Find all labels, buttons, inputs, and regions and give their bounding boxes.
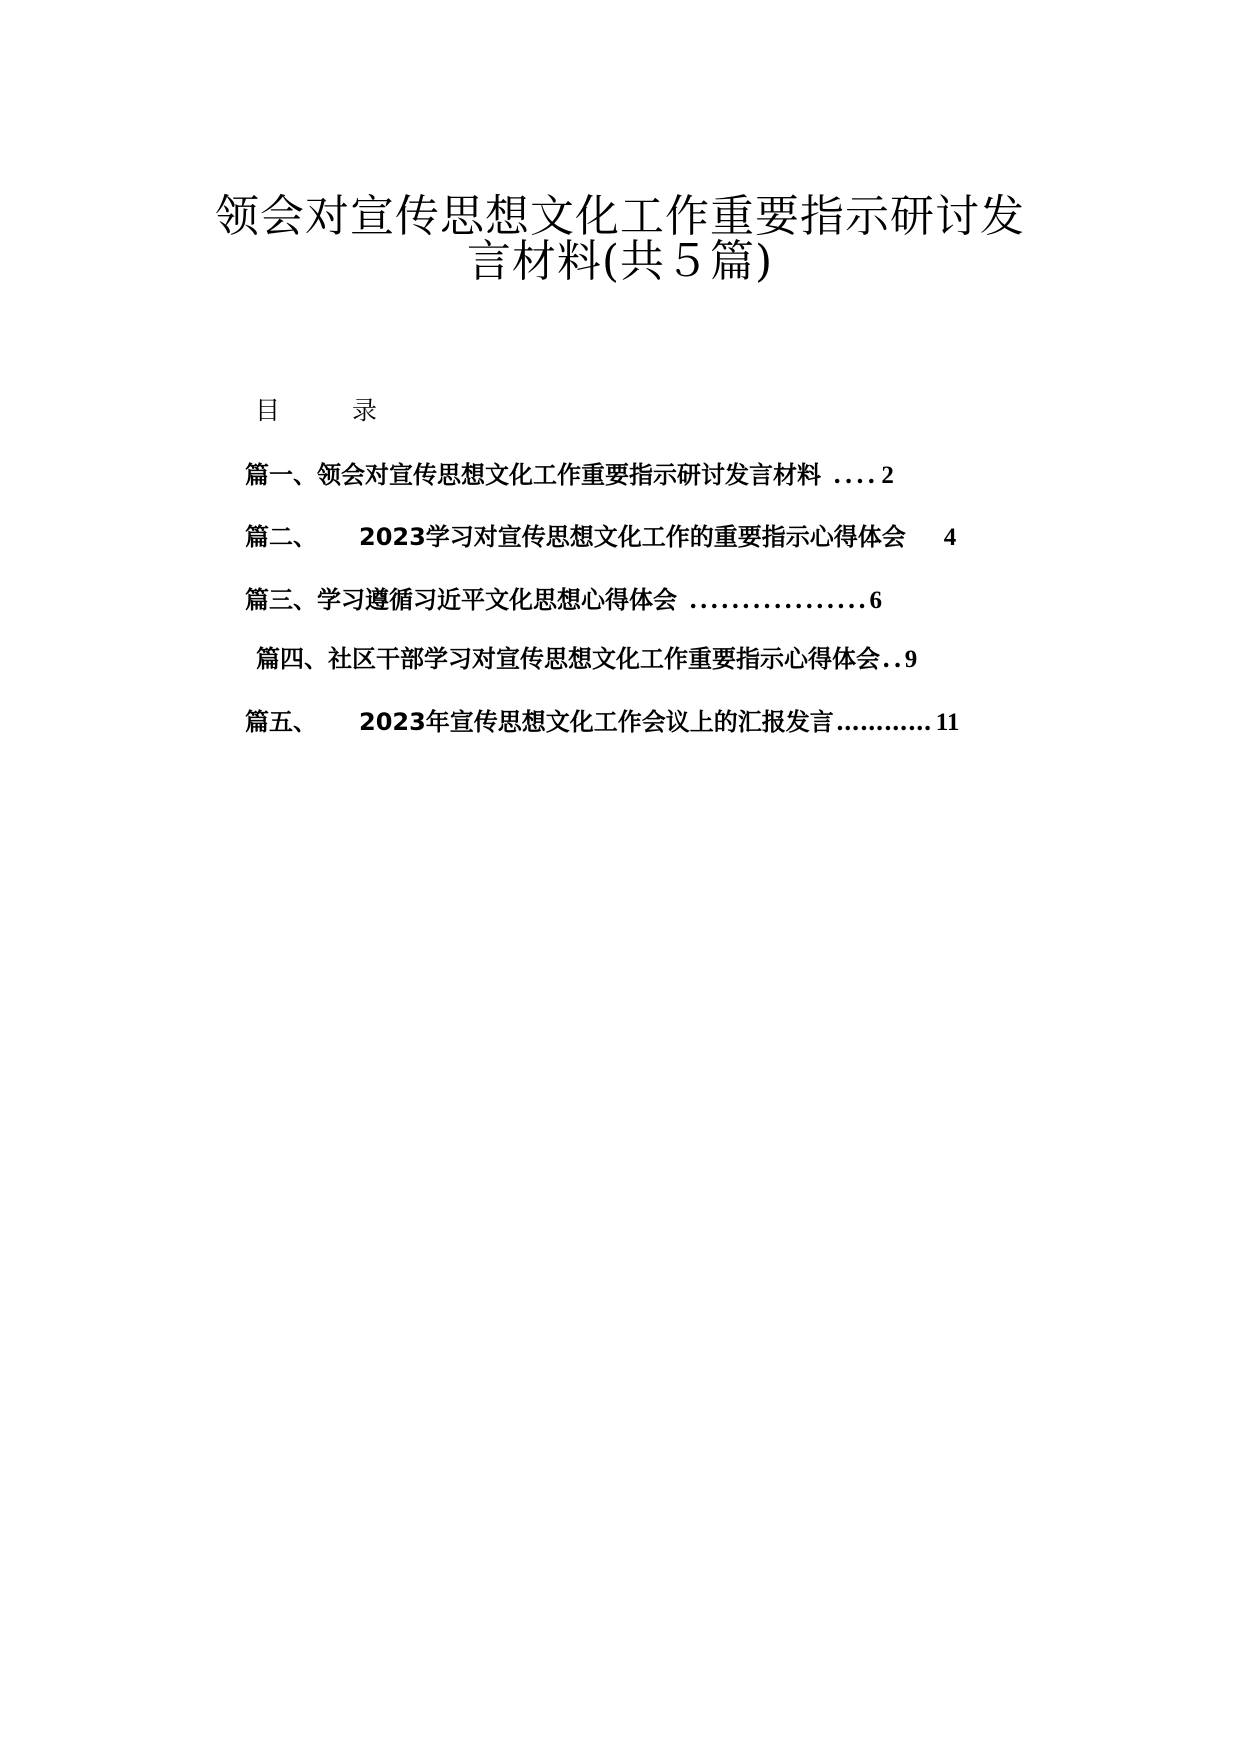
toc-entry[interactable]: [245, 458, 894, 492]
document-title-line-2: 言材料(共５篇): [466, 236, 774, 287]
toc-entry-title: 社区干部学习对宣传思想文化工作重要指示心得体会: [328, 645, 880, 673]
toc-entry-page-number: 9: [904, 645, 918, 673]
toc-entry-prefix: 篇三、: [245, 586, 317, 614]
toc-entry-prefix: 篇四、: [256, 645, 328, 673]
toc-entry-title: 2023年宣传思想文化工作会议上的汇报发言: [359, 708, 834, 736]
toc-entry-prefix: 篇二、: [245, 523, 317, 551]
toc-entry[interactable]: [245, 520, 956, 554]
toc-entry-leader: .................: [689, 585, 869, 614]
document-title-line-1: 领会对宣传思想文化工作重要指示研讨发: [215, 191, 1025, 242]
toc-entry-leader: ..: [882, 644, 905, 673]
toc-entry[interactable]: [245, 583, 882, 617]
toc-entry-title: 2023学习对宣传思想文化工作的重要指示心得体会: [359, 523, 906, 551]
toc-heading: 目 录: [255, 396, 409, 425]
toc-entry[interactable]: [245, 705, 959, 739]
toc-entry-page-number: 2: [881, 461, 894, 489]
toc-entry-page-number: 11: [935, 708, 960, 736]
toc-entry-prefix: 篇一、: [245, 461, 317, 489]
toc-entry-leader: ....: [833, 460, 879, 489]
toc-entry-prefix: 篇五、: [245, 708, 317, 736]
toc-entry[interactable]: [256, 642, 917, 676]
toc-entry-leader: …………: [835, 707, 932, 736]
toc-entry-page-number: 4: [943, 523, 957, 551]
toc-entry-title: 领会对宣传思想文化工作重要指示研讨发言材料: [317, 461, 821, 489]
toc-entry-page-number: 6: [869, 586, 882, 614]
toc-entry-title: 学习遵循习近平文化思想心得体会: [317, 586, 677, 614]
